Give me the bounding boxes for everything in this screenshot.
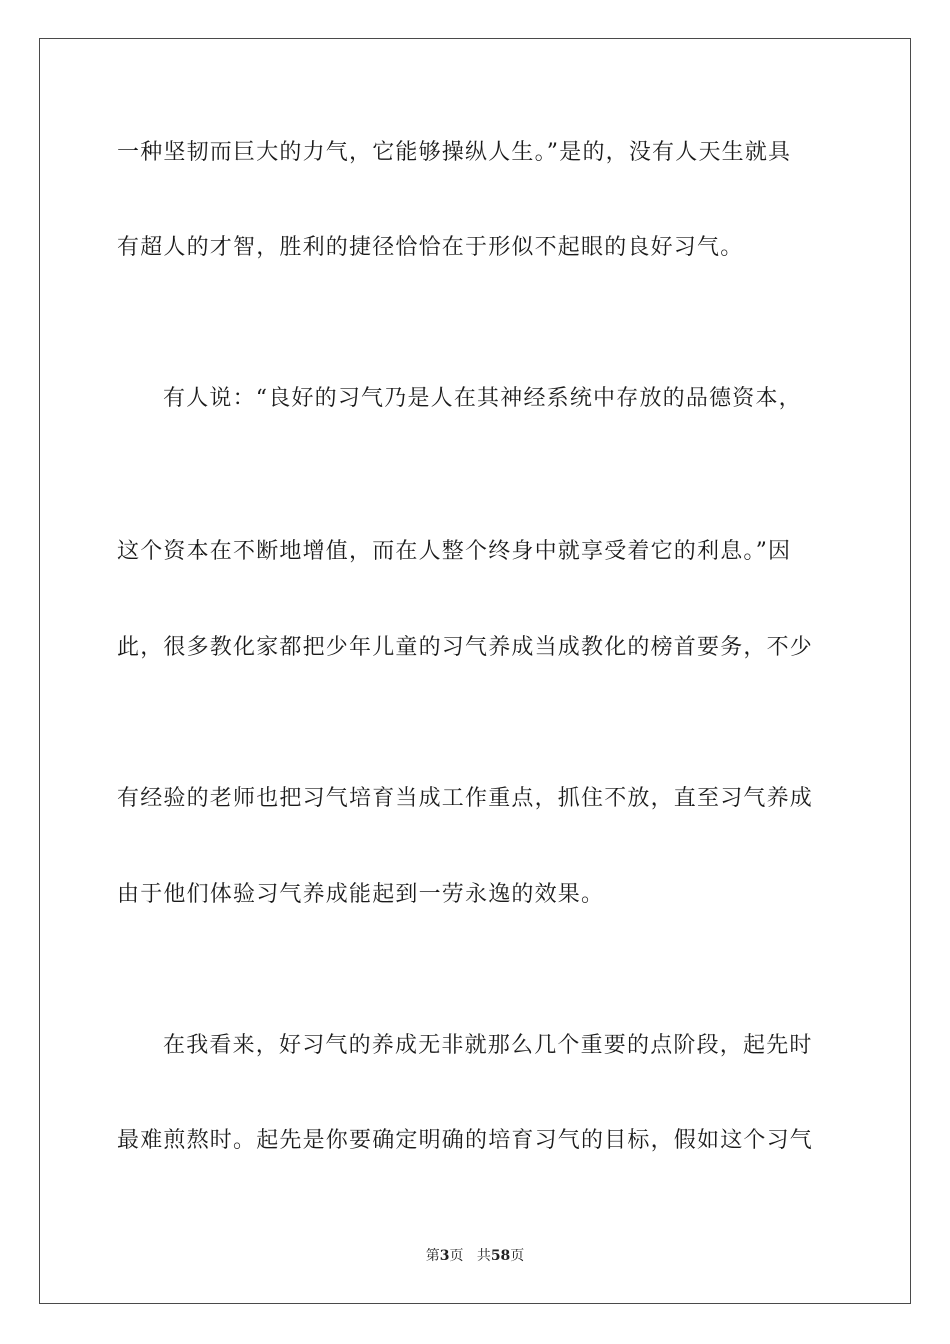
- text-line-9: 最难煎熬时。起先是你要确定明确的培育习气的目标，假如这个习气: [117, 1128, 814, 1153]
- footer-total-suffix: 页: [510, 1248, 525, 1264]
- footer-page-suffix: 页: [449, 1248, 464, 1264]
- text-line-8: 在我看来，好习气的养成无非就那么几个重要的点阶段，起先时: [163, 1033, 813, 1058]
- text-line-2: 有超人的才智，胜利的捷径恰恰在于形似不起眼的良好习气。: [117, 235, 744, 260]
- text-line-4: 这个资本在不断地增值，而在人整个终身中就享受着它的利息。”因: [117, 539, 792, 564]
- text-line-5: 此，很多教化家都把少年儿童的习气养成当成教化的榜首要务，不少: [117, 635, 814, 660]
- text-line-1: 一种坚韧而巨大的力气，它能够操纵人生。”是的，没有人天生就具: [117, 140, 792, 165]
- text-line-3: 有人说：“良好的习气乃是人在其神经系统中存放的品德资本，: [163, 386, 802, 411]
- footer-total-prefix: 共: [476, 1248, 491, 1264]
- page-border: [39, 38, 911, 1304]
- text-line-6: 有经验的老师也把习气培育当成工作重点，抓住不放，直至习气养成: [117, 786, 814, 811]
- footer-total-pages: 58: [490, 1248, 511, 1264]
- text-line-7: 由于他们体验习气养成能起到一劳永逸的效果。: [117, 882, 605, 907]
- page-footer: [0, 1246, 950, 1266]
- footer-page-prefix: 第: [425, 1248, 440, 1264]
- footer-page-number: 3: [439, 1248, 450, 1264]
